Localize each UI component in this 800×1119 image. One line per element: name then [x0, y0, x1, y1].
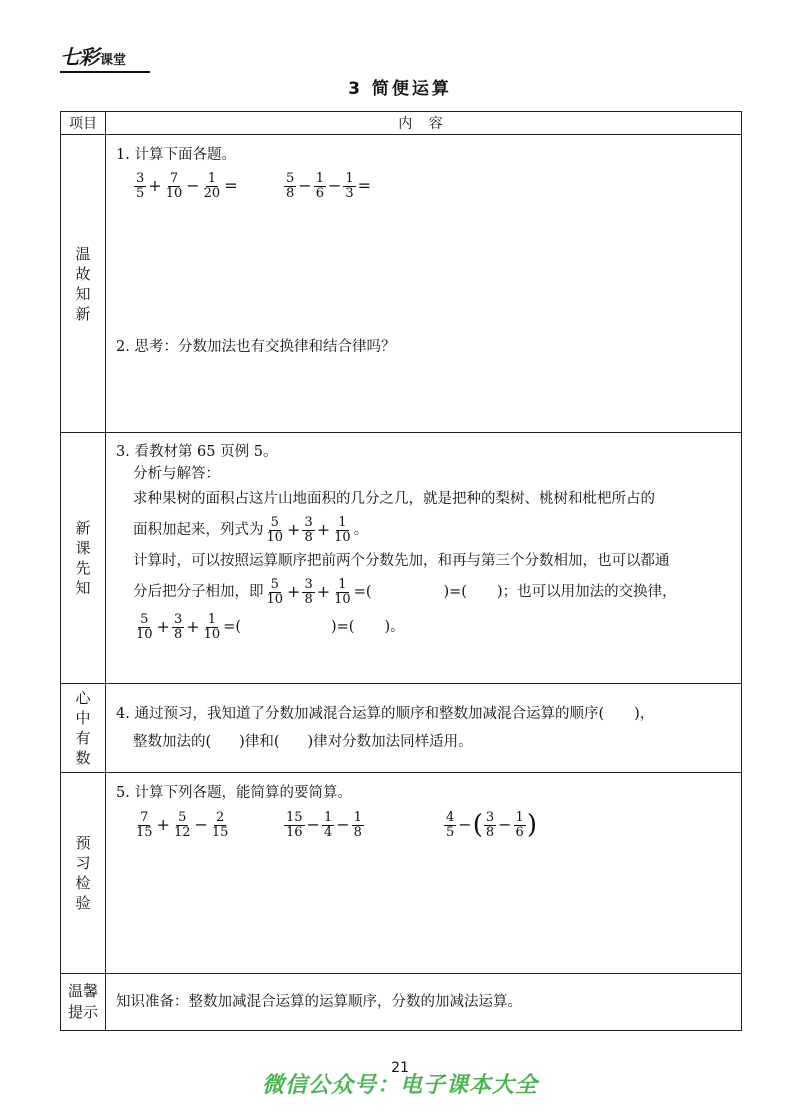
- logo-sub: 课堂: [100, 53, 127, 68]
- fraction: $\frac{1}{3}$: [345, 170, 354, 201]
- section-tips: [61, 974, 742, 1031]
- page-number: 21: [391, 1060, 409, 1076]
- page-title: 3 简便运算: [348, 79, 452, 99]
- fraction: $\frac{3}{5}$: [136, 170, 145, 201]
- question-5: 5. 计算下列各题，能简算的要简算。: [116, 785, 352, 801]
- fraction: $\frac{3}{8}$: [485, 809, 495, 840]
- fraction: $\frac{1}{4}$: [323, 809, 333, 840]
- fraction: $\frac{1}{6}$: [315, 170, 324, 201]
- question-4-line-1: 4. 通过预习，我知道了分数加减混合运算的顺序和整数加减混合运算的顺序( )，: [116, 706, 655, 722]
- fraction: $\frac{1}{8}$: [353, 809, 362, 840]
- tips-text: 知识准备：整数加减混合运算的运算顺序，分数的加减法运算。: [116, 994, 522, 1010]
- section-content-check: [106, 773, 742, 974]
- section-label-mind: 心 中 有 数: [61, 684, 106, 773]
- expression: $\frac{4}{5}$ − ( $\frac{3}{8}$ − $\frac{1}{6}$ ): [446, 809, 537, 840]
- fraction: $\frac{1}{20}$: [203, 170, 221, 201]
- lesson-table: [60, 111, 742, 1031]
- section-content-tips: [106, 974, 742, 1031]
- fraction: $\frac{3}{8}$: [304, 576, 313, 607]
- section-check: [61, 773, 742, 974]
- section-content-preview: [106, 433, 742, 684]
- table-header-row: [61, 112, 742, 135]
- fraction: $\frac{3}{8}$: [304, 514, 313, 545]
- expression: $\frac{15}{16}$ − $\frac{1}{4}$ − $\frac{1}{8}$: [286, 809, 362, 840]
- analysis-heading: 分析与解答：: [133, 466, 220, 482]
- fraction: $\frac{1}{10}$: [203, 611, 221, 642]
- fraction: $\frac{5}{10}$: [266, 514, 284, 545]
- fraction: $\frac{2}{15}$: [211, 809, 229, 840]
- fraction: $\frac{7}{15}$: [136, 809, 153, 840]
- section-label-tips: 温馨 提示: [61, 974, 106, 1031]
- section-mind: [61, 684, 742, 773]
- col-header-content: 内 容: [106, 112, 742, 135]
- question-3: 3. 看教材第 65 页例 5。: [116, 444, 278, 460]
- section-review: [61, 135, 742, 433]
- analysis-para-4: 分后把分子相加，即 $\frac{5}{10}$ + $\frac{3}{8}$ + $\frac{1}{10}$ =( )=( )；也可以用加法的交换律，: [133, 576, 677, 607]
- fraction: $\frac{3}{8}$: [173, 611, 183, 642]
- fraction: $\frac{7}{10}$: [165, 170, 183, 201]
- fraction: $\frac{1}{10}$: [334, 514, 351, 545]
- section-label-check: 预 习 检 验: [61, 773, 106, 974]
- section-content-mind: [106, 684, 742, 773]
- fraction: $\frac{5}{10}$: [266, 576, 284, 607]
- fraction: $\frac{1}{6}$: [515, 809, 524, 840]
- analysis-para-1: 求种果树的面积占这片山地面积的几分之几，就是把种的梨树、桃树和枇杷所占的: [133, 491, 655, 507]
- col-header-item: 项目: [61, 112, 106, 135]
- fraction: $\frac{1}{10}$: [334, 576, 351, 607]
- fraction: $\frac{5}{8}$: [286, 170, 295, 201]
- section-label-review: 温 故 知 新: [61, 135, 106, 433]
- question-1-expressions: [116, 167, 727, 205]
- analysis-para-2: 面积加起来，列式为 $\frac{5}{10}$ + $\frac{3}{8}$ + $\frac{1}{10}$ 。: [133, 514, 369, 545]
- fraction: $\frac{5}{12}$: [173, 809, 191, 840]
- question-1: 1. 计算下面各题。: [116, 147, 236, 163]
- fraction: $\frac{15}{16}$: [286, 809, 303, 840]
- section-content-review: [106, 135, 742, 433]
- section-preview: [61, 433, 742, 684]
- expression: $\frac{5}{8}$ − $\frac{1}{6}$ − $\frac{1}{3}$ =: [286, 170, 372, 201]
- expression: $\frac{7}{15}$ + $\frac{5}{12}$ − $\frac{2}{15}$: [136, 809, 229, 840]
- logo-brand: 七彩: [60, 45, 98, 69]
- question-2: 2. 思考：分数加法也有交换律和结合律吗？: [116, 339, 396, 355]
- question-4-line-2: 整数加法的( )律和( )律对分数加法同样适用。: [133, 734, 473, 750]
- logo-underline: [60, 71, 150, 73]
- fraction: $\frac{5}{10}$: [136, 611, 153, 642]
- fraction: $\frac{4}{5}$: [446, 809, 455, 840]
- expression: $\frac{3}{5}$ + $\frac{7}{10}$ − $\frac{1}{20}$ =: [136, 170, 238, 201]
- section-label-preview: 新 课 先 知: [61, 433, 106, 684]
- analysis-para-3: 计算时，可以按照运算顺序把前两个分数先加，和再与第三个分数相加，也可以都通: [133, 553, 670, 569]
- analysis-para-5: $\frac{5}{10}$ + $\frac{3}{8}$ + $\frac{1}{10}$ =( )=( )。: [136, 611, 405, 642]
- logo: [60, 44, 126, 70]
- watermark: 微信公众号：电子课本大全: [261, 1073, 538, 1098]
- question-5-expressions: [116, 805, 727, 845]
